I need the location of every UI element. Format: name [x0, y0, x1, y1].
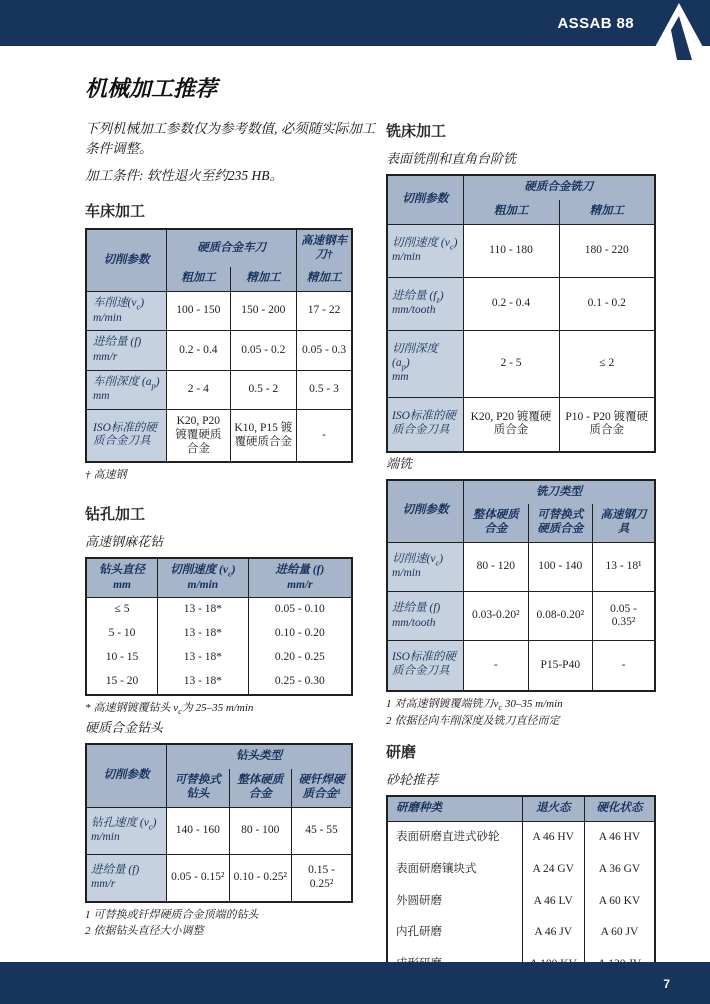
table-row	[387, 542, 655, 591]
table-row	[387, 822, 655, 854]
column-header-cell	[248, 558, 352, 598]
value-cell: 15 - 20	[86, 670, 158, 695]
assab-logo-icon	[646, 3, 710, 60]
intro-paragraph-1: 下列机械加工参数仅为参考数值, 必须随实际加工条件调整。	[85, 121, 376, 157]
table-row	[387, 398, 655, 452]
value-cell: 180 - 220	[559, 224, 655, 277]
row-label: )	[140, 297, 145, 310]
value-cell: ≤ 2	[559, 331, 655, 398]
sub-header-cell: 可替换式硬质合金	[528, 504, 592, 542]
intro-paragraph-2: 加工条件: 软性退火至约235 HB。	[85, 167, 283, 183]
footnote-marker: *	[85, 701, 91, 714]
value-cell: 110 - 180	[463, 224, 559, 277]
table-row	[86, 744, 352, 769]
drilling-footnote	[85, 701, 353, 718]
sub-header-cell: 可替换式钻头	[167, 769, 229, 807]
value-cell: A 60 JV	[584, 917, 655, 949]
row-label-unit: m/min	[91, 831, 120, 844]
group-header-cell: 钻头类型	[167, 744, 352, 769]
milling-heading: 铣床加工	[386, 123, 447, 140]
column-header-unit: m/min	[187, 578, 219, 591]
row-label: )	[439, 552, 444, 565]
row-label-unit: mm/tooth	[392, 304, 436, 317]
row-label: )	[152, 816, 157, 829]
row-label-unit: m/min	[93, 311, 122, 324]
drilling-table	[85, 557, 353, 695]
row-label-sub: z	[436, 294, 440, 305]
value-cell: 0.10 - 0.25²	[229, 854, 291, 902]
row-label: 切削速度 (v	[392, 236, 450, 249]
value-cell: A 46 JV	[522, 917, 584, 949]
value-cell: 80 - 120	[464, 542, 528, 591]
table-row	[387, 331, 655, 398]
group-header-cell: 硬质合金铣刀	[463, 175, 655, 200]
value-cell: 0.03-0.20²	[464, 592, 528, 641]
sub-header-cell: 硬钎焊硬质合金¹	[292, 769, 353, 807]
value-cell: ≤ 5	[86, 598, 158, 622]
group-header-cell: 高速钢车刀†	[297, 229, 352, 268]
grinding-table	[386, 795, 656, 983]
sub-header-cell: 精加工	[297, 267, 352, 291]
value-cell: 0.2 - 0.4	[463, 277, 559, 330]
value-cell: 0.5 - 2	[230, 370, 297, 409]
grinding-subheading: 砂轮推荐	[386, 772, 439, 788]
param-header-cell: 切削参数	[387, 175, 463, 224]
end-milling-footnote-1	[386, 697, 656, 714]
value-cell: 0.05 - 0.3	[297, 331, 352, 370]
page-title: 机械加工推荐	[85, 76, 218, 101]
turning-heading: 车床加工	[85, 202, 146, 220]
row-label: 车削深度 (a	[93, 375, 152, 388]
row-label: ISO标准的硬质合金刀具	[93, 421, 157, 448]
value-cell: 0.10 - 0.20	[248, 622, 352, 646]
table-row	[387, 592, 655, 641]
value-cell: 17 - 22	[297, 292, 352, 331]
row-label-sub: p	[401, 361, 406, 372]
value-cell: 0.2 - 0.4	[167, 331, 230, 370]
table-row	[387, 796, 655, 821]
group-header-cell: 硬质合金车刀	[167, 229, 297, 268]
table-row	[86, 670, 352, 695]
column-header-cell	[158, 558, 249, 598]
intro-block	[85, 119, 376, 186]
table-row	[387, 641, 655, 691]
sub-header-cell: 粗加工	[167, 267, 230, 291]
footnote-text: 对高速钢镀覆端铣刀v	[394, 697, 499, 710]
value-cell: -	[464, 641, 528, 691]
value-cell: 13 - 18*	[158, 646, 249, 670]
row-label: 进给量 (f)	[91, 863, 140, 876]
column-header-cell: 退火态	[522, 796, 584, 821]
value-cell: 10 - 15	[86, 646, 158, 670]
table-row	[387, 854, 655, 886]
row-label-unit: mm	[93, 390, 110, 403]
value-cell: 0.20 - 0.25	[248, 646, 352, 670]
value-cell: A 46 LV	[522, 886, 584, 918]
table-row	[86, 292, 352, 331]
column-header: 切削速度 (v	[170, 564, 228, 577]
footnote-marker: 1	[85, 909, 91, 922]
value-cell: 0.25 - 0.30	[248, 670, 352, 695]
footnote-text: 高速钢镀覆钻头 v	[93, 701, 179, 714]
value-cell: 80 - 100	[229, 807, 291, 854]
value-cell: 0.1 - 0.2	[559, 277, 655, 330]
footnote-text: 依据钻头直径大小调整	[93, 924, 204, 937]
row-label-cell	[387, 331, 463, 398]
row-label-cell	[86, 370, 167, 409]
value-cell: 5 - 10	[86, 622, 158, 646]
value-cell: P15-P40	[528, 641, 592, 691]
carbide-drill-table	[85, 743, 353, 903]
param-header-cell: 切削参数	[86, 744, 167, 807]
row-label-sub: c	[449, 240, 454, 251]
column-header: 进给量 (f)	[275, 564, 325, 577]
footnote-marker: †	[85, 469, 91, 482]
grinding-heading: 研磨	[386, 744, 417, 762]
column-header-cell: 研磨种类	[387, 796, 522, 821]
footnote-marker: 1	[386, 697, 392, 710]
row-label: 车削速(v	[93, 297, 137, 310]
carbide-drill-footnote-1	[85, 908, 353, 923]
column-header-unit: mm	[113, 578, 131, 591]
face-milling-table	[386, 174, 656, 453]
row-label-sub: c	[148, 820, 153, 831]
value-cell: 0.05 - 0.35²	[593, 592, 656, 641]
row-label-cell	[387, 277, 463, 330]
table-row	[387, 886, 655, 918]
footnote-text: 为 25–35 m/min	[181, 701, 254, 714]
column-header-unit: mm/r	[287, 578, 313, 591]
value-cell: -	[297, 409, 352, 462]
sub-header-cell: 高速钢刀具	[593, 504, 656, 542]
table-row	[86, 229, 352, 268]
sub-header-cell: 整体硬质合金	[464, 504, 528, 542]
left-column	[85, 72, 376, 939]
row-label-sub: c	[435, 557, 440, 568]
footnote-text: 高速钢	[93, 469, 127, 482]
table-row	[86, 598, 352, 622]
value-cell: K20, P20 镀覆硬质合金	[463, 398, 559, 452]
row-label-cell	[387, 641, 464, 691]
table-row	[86, 331, 352, 370]
row-label: 切削速(v	[392, 552, 436, 565]
footnote-text: 可替换或钎焊硬质合金顶端的钻头	[93, 909, 259, 922]
footnote-marker: 2	[386, 715, 392, 728]
table-row	[387, 175, 655, 200]
row-label-unit: m/min	[392, 567, 421, 580]
turning-table	[85, 228, 353, 464]
table-row	[86, 646, 352, 670]
value-cell: 100 - 140	[528, 542, 592, 591]
footnote-text: 依据径向车削深度及铣刀直径而定	[394, 715, 560, 728]
sub-header-cell: 粗加工	[463, 200, 559, 224]
value-cell: 0.08-0.20²	[528, 592, 592, 641]
row-label-unit: mm/r	[91, 878, 116, 891]
row-label-cell: 内孔研磨	[387, 917, 522, 949]
group-header-cell: 铣刀类型	[464, 480, 655, 505]
row-label-cell	[86, 331, 167, 370]
row-label-unit: mm	[392, 371, 409, 384]
column-header: )	[231, 564, 236, 577]
value-cell: A 60 KV	[584, 886, 655, 918]
column-header-cell	[86, 558, 158, 598]
table-row	[86, 558, 352, 598]
row-label: 进给量 (f	[392, 289, 437, 302]
value-cell: K20, P20 镀覆硬质合金	[167, 409, 230, 462]
row-label: 切削深度 (a	[392, 343, 438, 369]
row-label-cell	[387, 398, 463, 452]
brand-text: ASSAB 88	[557, 15, 634, 32]
value-cell: 45 - 55	[292, 807, 353, 854]
value-cell: 100 - 150	[167, 292, 230, 331]
column-header-cell: 硬化状态	[584, 796, 655, 821]
footnote-sub: c	[498, 701, 503, 712]
value-cell: 13 - 18*	[158, 598, 249, 622]
row-label-cell	[387, 542, 464, 591]
row-label-unit: mm/r	[93, 350, 118, 363]
row-label-cell	[86, 807, 167, 854]
table-row	[387, 917, 655, 949]
column-header: 钻头直径	[99, 564, 146, 577]
value-cell: 0.05 - 0.15²	[167, 854, 229, 902]
value-cell: 0.15 - 0.25²	[292, 854, 353, 902]
table-row	[86, 409, 352, 462]
row-label-cell	[86, 854, 167, 902]
table-row	[387, 480, 655, 505]
footnote-sub: c	[178, 705, 182, 716]
param-header-cell: 切削参数	[86, 229, 167, 292]
value-cell: 13 - 18*	[158, 670, 249, 695]
footnote-text: 30–35 m/min	[502, 697, 563, 710]
sub-header-cell: 精加工	[559, 200, 655, 224]
value-cell: 0.05 - 0.10	[248, 598, 352, 622]
end-milling-heading: 端铣	[386, 455, 413, 471]
value-cell: 0.05 - 0.2	[230, 331, 297, 370]
value-cell: K10, P15 镀覆硬质合金	[230, 409, 297, 462]
row-label-cell: 表面研磨镶块式	[387, 854, 522, 886]
value-cell: 2 - 5	[463, 331, 559, 398]
value-cell: A 24 GV	[522, 854, 584, 886]
sub-header-cell: 整体硬质合金	[229, 769, 291, 807]
value-cell: 150 - 200	[230, 292, 297, 331]
value-cell: A 36 GV	[584, 854, 655, 886]
footer-bar	[0, 962, 710, 1004]
row-label-unit: mm/tooth	[392, 616, 436, 629]
right-column	[386, 120, 656, 983]
row-label-cell: 表面研磨直进式砂轮	[387, 822, 522, 854]
table-row	[86, 370, 352, 409]
row-label: ISO标准的硬质合金刀具	[392, 651, 456, 678]
end-milling-table	[386, 479, 656, 692]
drilling-heading: 钻孔加工	[85, 506, 146, 524]
row-label-sub: c	[136, 301, 141, 312]
row-label: 进给量 (f)	[93, 336, 142, 349]
value-cell: A 46 HV	[584, 822, 655, 854]
value-cell: 13 - 18*	[158, 622, 249, 646]
row-label: )	[439, 289, 444, 302]
row-label-cell: 外圆研磨	[387, 886, 522, 918]
table-row	[86, 807, 352, 854]
table-row	[387, 224, 655, 277]
milling-face-subheading: 表面铣削和直角台阶铣	[386, 151, 517, 166]
value-cell: 140 - 160	[167, 807, 229, 854]
row-label: )	[405, 356, 410, 369]
row-label: )	[155, 375, 160, 388]
row-label-cell	[86, 409, 167, 462]
param-header-cell: 切削参数	[387, 480, 464, 543]
table-row	[86, 622, 352, 646]
row-label: ISO标准的硬质合金刀具	[392, 410, 456, 437]
value-cell: A 46 HV	[522, 822, 584, 854]
value-cell: P10 - P20 镀覆硬质合金	[559, 398, 655, 452]
row-label-sub: p	[151, 380, 156, 390]
table-row	[86, 854, 352, 902]
page-number: 7	[663, 977, 670, 991]
table-row	[387, 277, 655, 330]
value-cell: 2 - 4	[167, 370, 230, 409]
row-label: 进给量 (f)	[392, 602, 441, 615]
value-cell: 13 - 18¹	[593, 542, 656, 591]
footnote-marker: 2	[85, 924, 91, 937]
value-cell: -	[593, 641, 656, 691]
row-label: )	[453, 236, 458, 249]
turning-footnote	[85, 468, 353, 485]
row-label-unit: m/min	[392, 251, 421, 264]
row-label-cell	[387, 224, 463, 277]
row-label-cell	[387, 592, 464, 641]
sub-header-cell: 精加工	[230, 267, 297, 291]
end-milling-footnote-2	[386, 714, 656, 729]
row-label: 钻孔速度 (v	[91, 816, 149, 829]
carbide-drill-heading: 硬质合金钻头	[85, 720, 164, 736]
carbide-drill-footnote-2	[85, 924, 353, 939]
value-cell: 0.5 - 3	[297, 370, 352, 409]
row-label-cell	[86, 292, 167, 331]
column-header-sub: c	[227, 568, 232, 579]
drilling-subheading: 高速钢麻花钻	[85, 534, 164, 550]
